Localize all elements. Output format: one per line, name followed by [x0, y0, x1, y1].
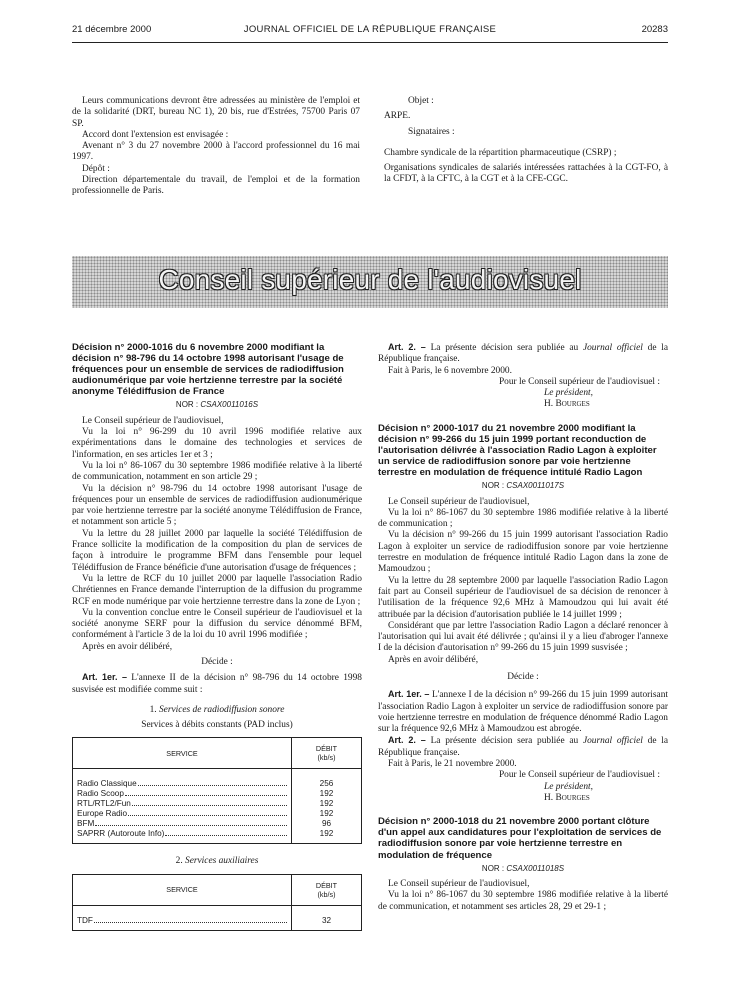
- signataire-2: Organisations syndicales de salariés intéressées rattachées à la CGT-FO, à la CFDT, à la CFTC, à la CGT et à la CFE-CGC.: [384, 163, 668, 185]
- signature-name: H. Bourges: [544, 399, 590, 410]
- service-debit: 192: [292, 829, 362, 844]
- leader-dots: [128, 809, 287, 816]
- decide-label: Décide :: [201, 657, 233, 667]
- col-header-service: SERVICE: [73, 874, 292, 905]
- top-right-continuation: [384, 96, 668, 186]
- table-row: [73, 905, 362, 930]
- paragraph: Vu la décision n° 99-266 du 15 juin 1999 autorisant l'association Radio Lagon à exploiter un service de radiodiffusion sonore par voie hertzienne terrestre en modulation de fréquence intitulé Radio Lagon dans la zone de Mamoudzou ;: [378, 530, 668, 575]
- paragraph: Vu la loi n° 86-1067 du 30 septembre 1986 modifiée relative à la liberté de communication ;: [378, 507, 668, 530]
- objet-label: Objet :: [408, 96, 434, 106]
- row-service: [73, 829, 292, 844]
- article-label: Art. 1er. –: [388, 689, 430, 700]
- right-column: [378, 342, 668, 913]
- header-rule: [72, 42, 668, 43]
- paragraph: Le Conseil supérieur de l'audiovisuel,: [388, 878, 530, 889]
- signature-title: Le président,: [544, 388, 593, 399]
- section-title: Services auxiliaires: [185, 856, 259, 867]
- decision-1018-title: Décision n° 2000-1018 du 21 novembre 2000 portant clôture d'un appel aux candidatures pour l'exploitation de services de radiodiffusion sonore par voie hertzienne terrestre en modulation de fréquence: [378, 816, 662, 861]
- paragraph: Leurs communications devront être adressées au ministère de l'emploi et de la solidarité (DRT, bureau NC 1), 20 bis, rue d'Estrées, 75700 Paris 07 SP.: [72, 96, 360, 129]
- signataire-1: Chambre syndicale de la répartition pharmaceutique (CSRP) ;: [384, 147, 617, 158]
- service-debit: 192: [292, 789, 362, 799]
- paragraph: Direction départementale du travail, de l'emploi et de la formation professionnelle de Paris.: [72, 175, 360, 197]
- table-row: [73, 819, 362, 829]
- section-banner: [72, 256, 668, 308]
- journal-officiel: Journal officiel: [582, 343, 643, 353]
- table-row: [73, 789, 362, 799]
- row-service: [73, 819, 292, 829]
- article-text: de la République française.: [378, 736, 669, 758]
- signature-title: Le président,: [544, 781, 593, 792]
- objet-value: ARPE.: [384, 111, 411, 122]
- col-header-debit: [292, 874, 362, 905]
- section-1-subheading: Services à débits constants (PAD inclus): [141, 720, 293, 731]
- article-text: La présente décision sera publiée au: [430, 343, 579, 353]
- article-text: L'annexe II de la décision n° 98-796 du 14 octobre 1998 susvisée est modifiée comme suit :: [72, 673, 362, 695]
- service-name: SAPRR (Autoroute Info): [77, 829, 165, 839]
- article-1: [72, 672, 362, 696]
- header-date: 21 décembre 2000: [72, 24, 152, 35]
- article-text: La présente décision sera publiée au: [430, 736, 579, 747]
- fait-a-paris: Fait à Paris, le 21 novembre 2000.: [388, 759, 517, 770]
- paragraph: Vu la lettre de RCF du 10 juillet 2000 par laquelle l'association Radio Chrétiennes en France demande l'interruption de la diffusion du programme RCF en mode numérique par voie hertzienne terrestre dans la zone de Lyon ;: [72, 573, 362, 607]
- paragraph: Vu la loi n° 86-1067 du 30 septembre 1986 modifiée relative à la liberté de communication, notamment en son article 29 ;: [72, 460, 362, 483]
- paragraph: Le Conseil supérieur de l'audiovisuel,: [82, 415, 224, 426]
- decision-1017-title: Décision n° 2000-1017 du 21 novembre 2000 modifiant la décision n° 99-266 du 15 juin 1999 portant reconduction de l'autorisation délivrée à l'association Radio Lagon à exploiter un service de radiodiffusion sonore par voie hertzienne terrestre en modulation de fréquence intitulé Radio Lagon: [378, 422, 657, 479]
- top-left-continuation: [72, 96, 360, 198]
- col-header-service: SERVICE: [73, 738, 292, 769]
- paragraph: Après en avoir délibéré,: [388, 654, 479, 665]
- service-debit: 192: [292, 799, 362, 809]
- table-row: [73, 799, 362, 809]
- section-number: 1.: [149, 704, 157, 715]
- signature-intro: Pour le Conseil supérieur de l'audiovisuel :: [498, 770, 660, 781]
- header-page-number: 20283: [641, 24, 668, 35]
- nor-label: NOR :: [481, 863, 505, 873]
- nor-value: CSAX0011016S: [200, 400, 259, 410]
- section-number: 2.: [175, 856, 183, 867]
- row-service: [73, 905, 292, 930]
- leader-dots: [132, 799, 287, 806]
- row-service: [73, 769, 292, 790]
- paragraph: Après en avoir délibéré,: [82, 641, 173, 652]
- col-header-debit-unit: (kb/s): [317, 889, 336, 899]
- article-label: Art. 1er. –: [82, 672, 127, 683]
- col-header-debit-unit: (kb/s): [317, 753, 336, 763]
- decision-1018-nor: [378, 863, 668, 874]
- decision-1016-title: Décision n° 2000-1016 du 6 novembre 2000 modifiant la décision n° 98-796 du 14 octobre 1998 autorisant l'usage de fréquences pour un ensemble de services de radiodiffusion audionumérique par voie hertzienne terrestre par la société anonyme Télédiffusion de France: [72, 342, 344, 398]
- leader-dots: [165, 829, 287, 836]
- paragraph: Vu la décision n° 98-796 du 14 octobre 1998 autorisant l'usage de fréquences pour un ensemble de services de radiodiffusion audionumérique par voie hertzienne terrestre par la société anonyme Télédiffusion de France, et notamment son article 5 ;: [72, 483, 362, 528]
- nor-label: NOR :: [175, 400, 199, 410]
- service-name: Radio Scoop: [77, 789, 124, 799]
- service-debit: 256: [292, 769, 362, 790]
- nor-value: CSAX0011018S: [506, 863, 565, 873]
- paragraph: Vu la convention conclue entre le Conseil supérieur de l'audiovisuel et la société anonyme SERF pour la diffusion du service dénommé BFM, conformément à l'article 3 de la loi du 10 avril 1996 modifiée ;: [72, 607, 362, 641]
- signataires-label: Signataires :: [408, 126, 455, 137]
- service-debit: 192: [292, 809, 362, 819]
- running-header: [72, 18, 668, 38]
- article-2: [378, 735, 668, 759]
- signature-name: H. Bourges: [544, 792, 590, 803]
- paragraph: Vu la lettre du 28 septembre 2000 par laquelle l'association Radio Lagon fait part au Conseil supérieur de l'audiovisuel de sa décision de renoncer à l'utilisation de la fréquence 92,6 MHz à Mamoudzou qui lui avait été attribuée par la décision d'autorisation publiée le 14 juillet 1999 ;: [378, 575, 668, 620]
- nor-label: NOR :: [481, 481, 505, 491]
- table-row: [73, 829, 362, 844]
- service-debit: 32: [292, 905, 362, 930]
- article-1: [378, 689, 668, 735]
- auxiliary-services-table: [72, 874, 362, 931]
- service-name: RTL/RTL2/Fun: [77, 799, 131, 809]
- leader-dots: [94, 916, 287, 923]
- leader-dots: [95, 819, 287, 826]
- paragraph: Vu la loi n° 86-1067 du 30 septembre 1986 modifiée relative à la liberté de communication, et notamment ses articles 28, 29 et 29-1 ;: [378, 890, 668, 912]
- col-header-debit-label: DÉBIT: [315, 744, 338, 754]
- row-service: [73, 789, 292, 799]
- left-column: [72, 342, 362, 931]
- decision-1016-nor: [72, 399, 362, 410]
- services-table: [72, 737, 362, 844]
- decision-1017-nor: [378, 480, 668, 491]
- service-name: Radio Classique: [77, 779, 137, 789]
- row-service: [73, 799, 292, 809]
- article-text: L'annexe I de la décision n° 99-266 du 15 juin 1999 autorisant l'association Radio Lagon à exploiter un service de radiodiffusion sonore par voie hertzienne terrestre en modulation de fréquence dénommé Radio Lagon sur la fréquence 92,6 MHz à Mamoudzou est abrogée.: [378, 690, 668, 735]
- article-label: Art. 2. –: [388, 342, 426, 352]
- signature-intro: Pour le Conseil supérieur de l'audiovisuel :: [498, 376, 660, 387]
- fait-a-paris: Fait à Paris, le 6 novembre 2000.: [388, 365, 512, 376]
- col-header-debit: [292, 738, 362, 769]
- paragraph: Avenant n° 3 du 27 novembre 2000 à l'accord professionnel du 16 mai 1997.: [72, 141, 360, 163]
- paragraph: Vu la lettre du 28 juillet 2000 par laquelle la société Télédiffusion de France sollicite la modification de la composition du plan de services de façon à introduire le programme BFM dans l'ensemble pour lequel Télédiffusion de France bénéficie d'une autorisation d'usage de fréquences ;: [72, 528, 362, 573]
- article-text: de la République française.: [378, 343, 669, 365]
- paragraph: Accord dont l'extension est envisagée :: [82, 129, 229, 140]
- article-label: Art. 2. –: [388, 735, 426, 746]
- service-debit: 96: [292, 819, 362, 829]
- row-service: [73, 809, 292, 819]
- section-banner-title: Conseil supérieur de l'audiovisuel: [158, 264, 582, 295]
- paragraph: Considérant que par lettre l'association Radio Lagon a déclaré renoncer à l'autorisation qui lui avait été délivrée ; qu'ainsi il y a lieu d'abroger l'annexe I de la décision d'autorisation n° 99-266 du 15 juin 1999 susvisée ;: [378, 620, 668, 654]
- col-header-debit-label: DÉBIT: [315, 880, 338, 890]
- leader-dots: [138, 779, 287, 786]
- decide-label: Décide :: [507, 672, 539, 682]
- table-row: [73, 769, 362, 790]
- paragraph: Vu la loi n° 96-299 du 10 avril 1996 modifiée relative aux expérimentations dans le domaine des technologies et services de l'information, en ses articles 1er et 3 ;: [72, 427, 362, 460]
- service-name: TDF: [77, 915, 93, 925]
- service-name: Europe Radio: [77, 809, 128, 819]
- section-title: Services de radiodiffusion sonore: [158, 704, 285, 715]
- paragraph: Dépôt :: [82, 163, 110, 174]
- header-journal-title: JOURNAL OFFICIEL DE LA RÉPUBLIQUE FRANÇAISE: [243, 24, 497, 35]
- table-row: [73, 809, 362, 819]
- nor-value: CSAX0011017S: [506, 481, 565, 491]
- article-2: [378, 342, 668, 366]
- section-2-heading: [72, 856, 362, 867]
- service-name: BFM: [77, 819, 95, 829]
- leader-dots: [125, 789, 287, 796]
- paragraph: Le Conseil supérieur de l'audiovisuel,: [388, 496, 530, 507]
- section-1-heading: [72, 705, 362, 716]
- journal-officiel: Journal officiel: [582, 736, 643, 747]
